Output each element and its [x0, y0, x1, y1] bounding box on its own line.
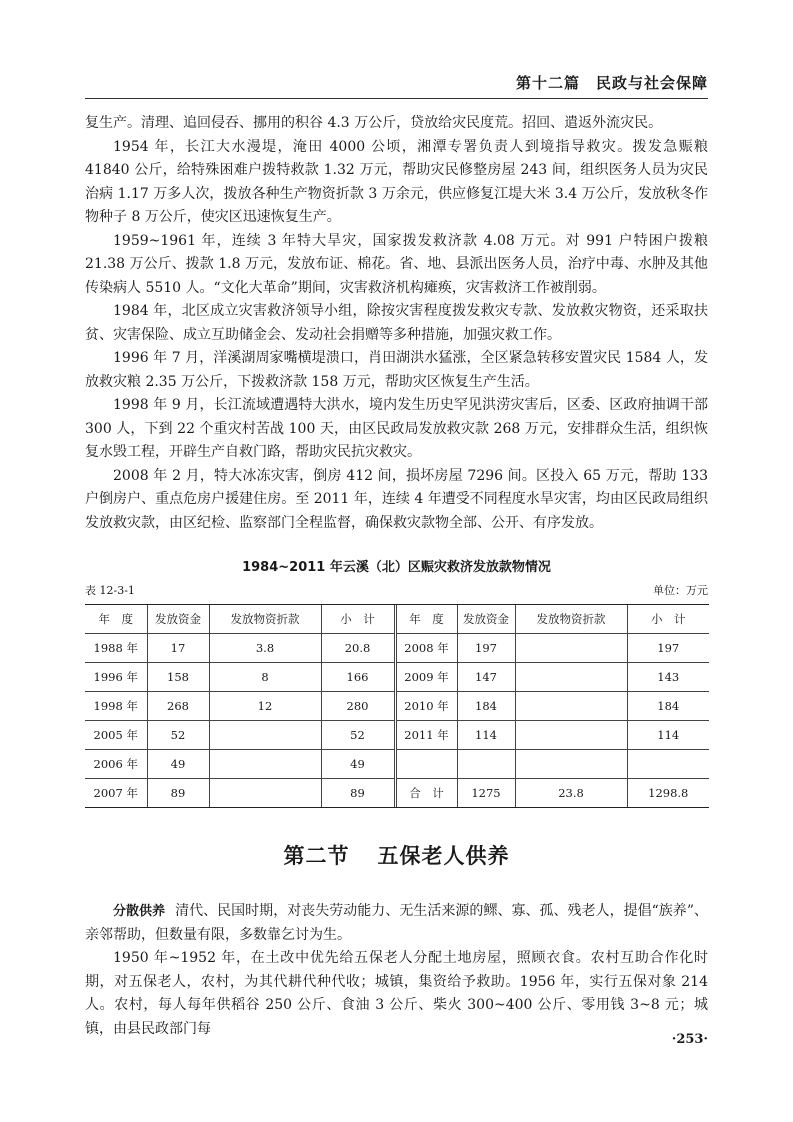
- table-row-total: [85, 779, 709, 808]
- section-number: 第二节: [283, 844, 350, 868]
- running-header: [85, 72, 708, 99]
- table-unit: 单位：万元: [653, 584, 708, 597]
- table-cell: 184: [627, 692, 709, 721]
- table-cell: 280: [321, 692, 395, 721]
- table-cell: 49: [321, 750, 395, 779]
- header-title: 第十二篇 民政与社会保障: [515, 74, 708, 92]
- table-header-row: [85, 605, 709, 634]
- paragraph: 1996 年 7 月，洋溪湖周家嘴横堤溃口，肖田湖洪水猛涨，全区紧急转移安置灾民 1584 人，发放救灾粮 2.35 万公斤，下拨救济款 158 万元，帮助灾区恢复生产生活。: [85, 350, 708, 390]
- table-row: [85, 663, 709, 692]
- paragraph: 1984 年，北区成立灾害救济领导小组，除按灾害程度拨发救灾专款、发放救灾物资，还采取扶贫、灾害保险、成立互助储金会、发动社会捐赠等多种措施，加强灾救工作。: [85, 303, 708, 343]
- table-cell: 147: [457, 663, 515, 692]
- table-cell: [515, 750, 627, 779]
- table-cell: [209, 779, 321, 808]
- table-cell: [627, 750, 709, 779]
- paragraph: 2008 年 2 月，特大冰冻灾害，倒房 412 间，损坏房屋 7296 间。区投入 65 万元，帮助 133 户倒房户、重点危房户援建住房。至 2011 年，连续 4 年遭受不同程度水旱灾害，均由区民政局组织发放救灾款，由区纪检、监察部门全程监督，确保救灾款物全部、公开、有序发放。: [85, 467, 708, 531]
- page-number: ·253·: [671, 1032, 708, 1047]
- table-cell: 2005 年: [85, 721, 147, 750]
- table-cell: 184: [457, 692, 515, 721]
- header-cell: 发放资金: [147, 605, 209, 634]
- table-cell: 合 计: [395, 779, 457, 808]
- paragraph: [85, 900, 708, 947]
- header-cell: 小 计: [321, 605, 395, 634]
- header-cell: 年 度: [85, 605, 147, 634]
- table-cell: 8: [209, 663, 321, 692]
- body-text-top: [85, 112, 708, 535]
- table-cell: 23.8: [515, 779, 627, 808]
- table-cell: 114: [457, 721, 515, 750]
- table-cell: [209, 721, 321, 750]
- table-cell: 12: [209, 692, 321, 721]
- table-cell: 1998 年: [85, 692, 147, 721]
- table-cell: [515, 692, 627, 721]
- table-cell: 17: [147, 634, 209, 663]
- paragraph: 1959~1961 年，连续 3 年特大旱灾，国家拨发救济款 4.08 万元。对 991 户特困户拨粮 21.38 万公斤、拨款 1.8 万元，发放布证、棉花。省、地、县派出医务人员，治疗中毒、水肿及其他传染病人 5510 人。“文化大革命”期间，灾害救济机构瘫痪，灾害救济工作被削弱。: [85, 232, 708, 296]
- relief-table: [85, 604, 709, 808]
- table-row: [85, 750, 709, 779]
- paragraph: 复生产。清理、追回侵吞、挪用的积谷 4.3 万公斤，贷放给灾民度荒。招回、遣返外流灾民。: [85, 115, 663, 131]
- table-cell: [457, 750, 515, 779]
- table-cell: [515, 663, 627, 692]
- table-cell: 52: [321, 721, 395, 750]
- table-cell: 1275: [457, 779, 515, 808]
- header-cell: 年 度: [395, 605, 457, 634]
- paragraph: 1950 年~1952 年，在土改中优先给五保老人分配土地房屋，照顾衣食。农村互助合作化时期，对五保老人，农村，为其代耕代种代收；城镇，集资给予救助。1956 年，实行五保对象 214 人。农村，每人每年供稻谷 250 公斤、食油 3 公斤、柴火 300~400 公斤、零用钱 3~8 元；城镇，由县民政部门每: [85, 950, 708, 1037]
- table-cell: 114: [627, 721, 709, 750]
- section-title: 五保老人供养: [377, 844, 510, 868]
- table-cell: 2007 年: [85, 779, 147, 808]
- table-cell: 3.8: [209, 634, 321, 663]
- table-label: 表 12-3-1: [85, 584, 135, 597]
- table-cell: 2010 年: [395, 692, 457, 721]
- table-cell: 166: [321, 663, 395, 692]
- table-cell: 268: [147, 692, 209, 721]
- table-cell: 1988 年: [85, 634, 147, 663]
- table-cell: 89: [147, 779, 209, 808]
- paragraph: 1954 年，长江大水漫堤，淹田 4000 公顷，湘潭专署负责人到境指导救灾。拨发急赈粮 41840 公斤，给特殊困难户拨特救款 1.32 万元，帮助灾民修整房屋 243 间，组织医务人员为灾民治病 1.17 万多人次，拨放各种生产物资折款 3 万余元，供应修复江堤大米 3.4 万公斤，发放秋冬作物种子 8 万公斤，使灾区迅速恢复生产。: [85, 138, 708, 225]
- table-cell: 2008 年: [395, 634, 457, 663]
- table-title: 1984~2011 年云溪（北）区赈灾救济发放款物情况: [242, 560, 551, 575]
- table-cell: [515, 721, 627, 750]
- table-cell: 49: [147, 750, 209, 779]
- paragraph-text: 清代、民国时期，对丧失劳动能力、无生活来源的鳏、寡、孤、残老人，提倡“族养”、亲邻帮助，但数量有限，多数靠乞讨为生。: [85, 903, 708, 943]
- table-cell: 2011 年: [395, 721, 457, 750]
- table-cell: 20.8: [321, 634, 395, 663]
- table-row: [85, 692, 709, 721]
- table-cell: 2006 年: [85, 750, 147, 779]
- table-cell: [515, 634, 627, 663]
- table-cell: [395, 750, 457, 779]
- table-cell: 197: [457, 634, 515, 663]
- table-cell: 1996 年: [85, 663, 147, 692]
- table-cell: [209, 750, 321, 779]
- table-cell: 1298.8: [648, 786, 689, 800]
- paragraph: 1998 年 9 月，长江流域遭遇特大洪水，境内发生历史罕见洪涝灾害后，区委、区政府抽调干部 300 人，下到 22 个重灾村苦战 100 天，由区民政局发放救灾款 268 万元，安排群众生活，组织恢复水毁工程，开辟生产自救门路，帮助灾民抗灾救灾。: [85, 397, 708, 460]
- header-cell: 发放物资折款: [209, 605, 321, 634]
- header-cell: 发放物资折款: [515, 605, 627, 634]
- section-heading: [85, 840, 708, 870]
- table-cell: 52: [147, 721, 209, 750]
- table-cell: 158: [147, 663, 209, 692]
- table-row: [85, 721, 709, 750]
- table-cell: 89: [321, 779, 395, 808]
- header-cell: 发放资金: [457, 605, 515, 634]
- table-cell: 197: [627, 634, 709, 663]
- table-cell: 143: [627, 663, 709, 692]
- header-cell: 小 计: [627, 605, 709, 634]
- table-meta: [85, 582, 708, 598]
- paragraph-lead: 分散供养: [113, 904, 166, 919]
- body-text-bottom: [85, 900, 708, 1041]
- table-cell: 2009 年: [395, 663, 457, 692]
- table-row: [85, 634, 709, 663]
